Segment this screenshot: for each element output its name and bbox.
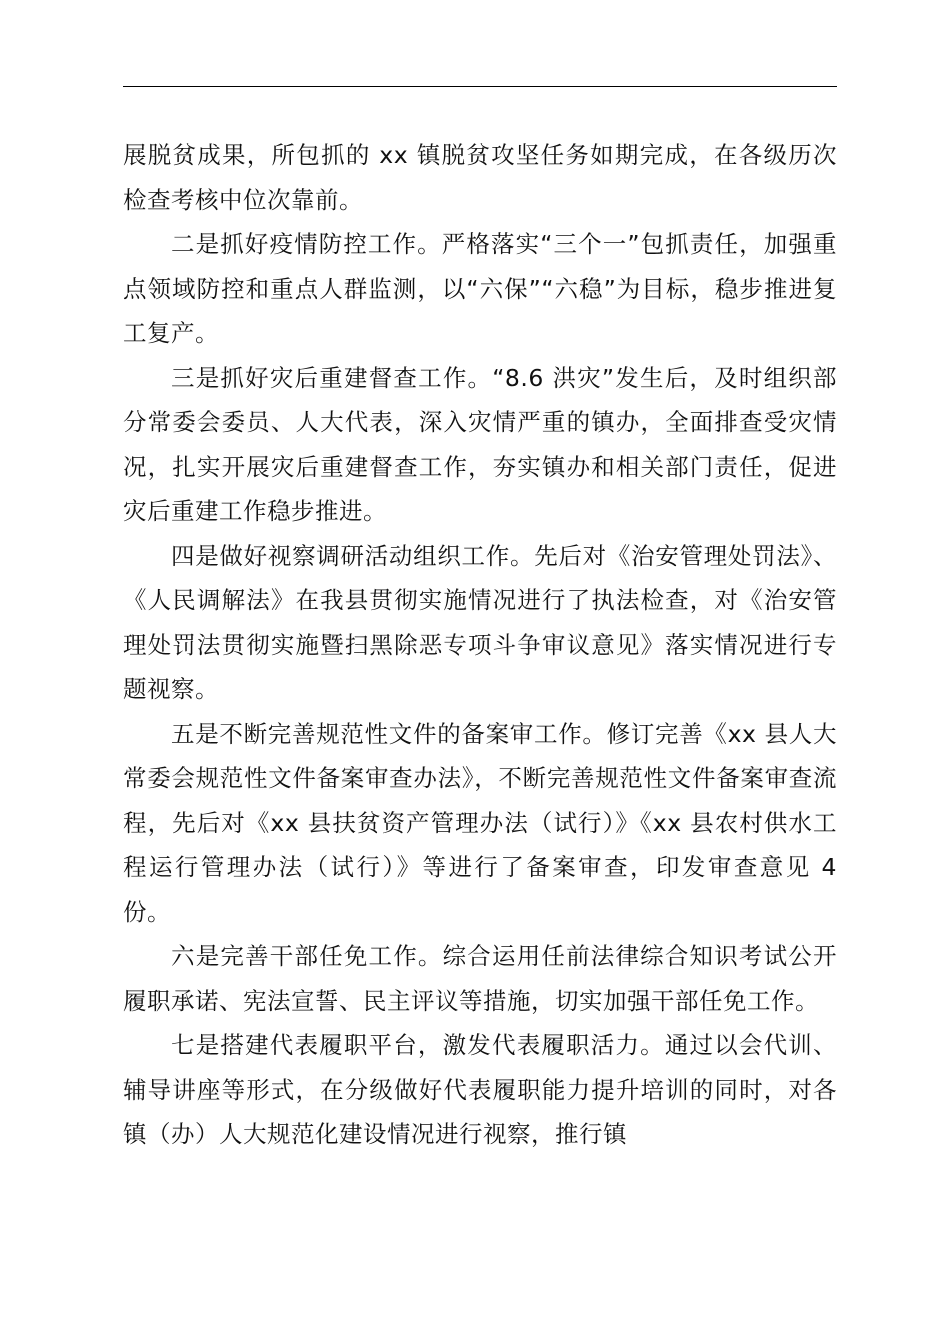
- paragraph-continuation: 展脱贫成果，所包抓的 xx 镇脱贫攻坚任务如期完成，在各级历次检查考核中位次靠前。: [123, 141, 837, 214]
- paragraph-normative-documents: 五是不断完善规范性文件的备案审工作。修订完善《xx 县人大常委会规范性文件备案审查办法》，不断完善规范性文件备案审查流程，先后对《xx 县扶贫资产管理办法（试行）》《xx 县农村供水工程运行管理办法（试行）》等进行了备案审查，印发审查意见 4 份。: [123, 719, 837, 926]
- paragraph-disaster-reconstruction: 三是抓好灾后重建督查工作。“8.6 洪灾”发生后，及时组织部分常委会委员、人大代表，深入灾情严重的镇办，全面排查受灾情况，扎实开展灾后重建督查工作，夯实镇办和相关部门责任，促进灾后重建工作稳步推进。: [123, 363, 837, 525]
- paragraph-representative-platform: 七是搭建代表履职平台，激发代表履职活力。通过以会代训、辅导讲座等形式，在分级做好代表履职能力提升培训的同时，对各镇（办）人大规范化建设情况进行视察，推行镇: [123, 1031, 837, 1148]
- paragraph-epidemic-prevention: 二是抓好疫情防控工作。严格落实“三个一”包抓责任，加强重点领域防控和重点人群监测，以“六保”“六稳”为目标，稳步推进复工复产。: [123, 230, 837, 347]
- document-body: [123, 133, 837, 1157]
- paragraph-cadre-appointment: 六是完善干部任免工作。综合运用任前法律综合知识考试公开履职承诺、宪法宣誓、民主评议等措施，切实加强干部任免工作。: [123, 942, 837, 1015]
- paragraph-inspection-research: 四是做好视察调研活动组织工作。先后对《治安管理处罚法》、《人民调解法》在我县贯彻实施情况进行了执法检查，对《治安管理处罚法贯彻实施暨扫黑除恶专项斗争审议意见》落实情况进行专题视察。: [123, 541, 837, 703]
- header-rule: [123, 86, 837, 87]
